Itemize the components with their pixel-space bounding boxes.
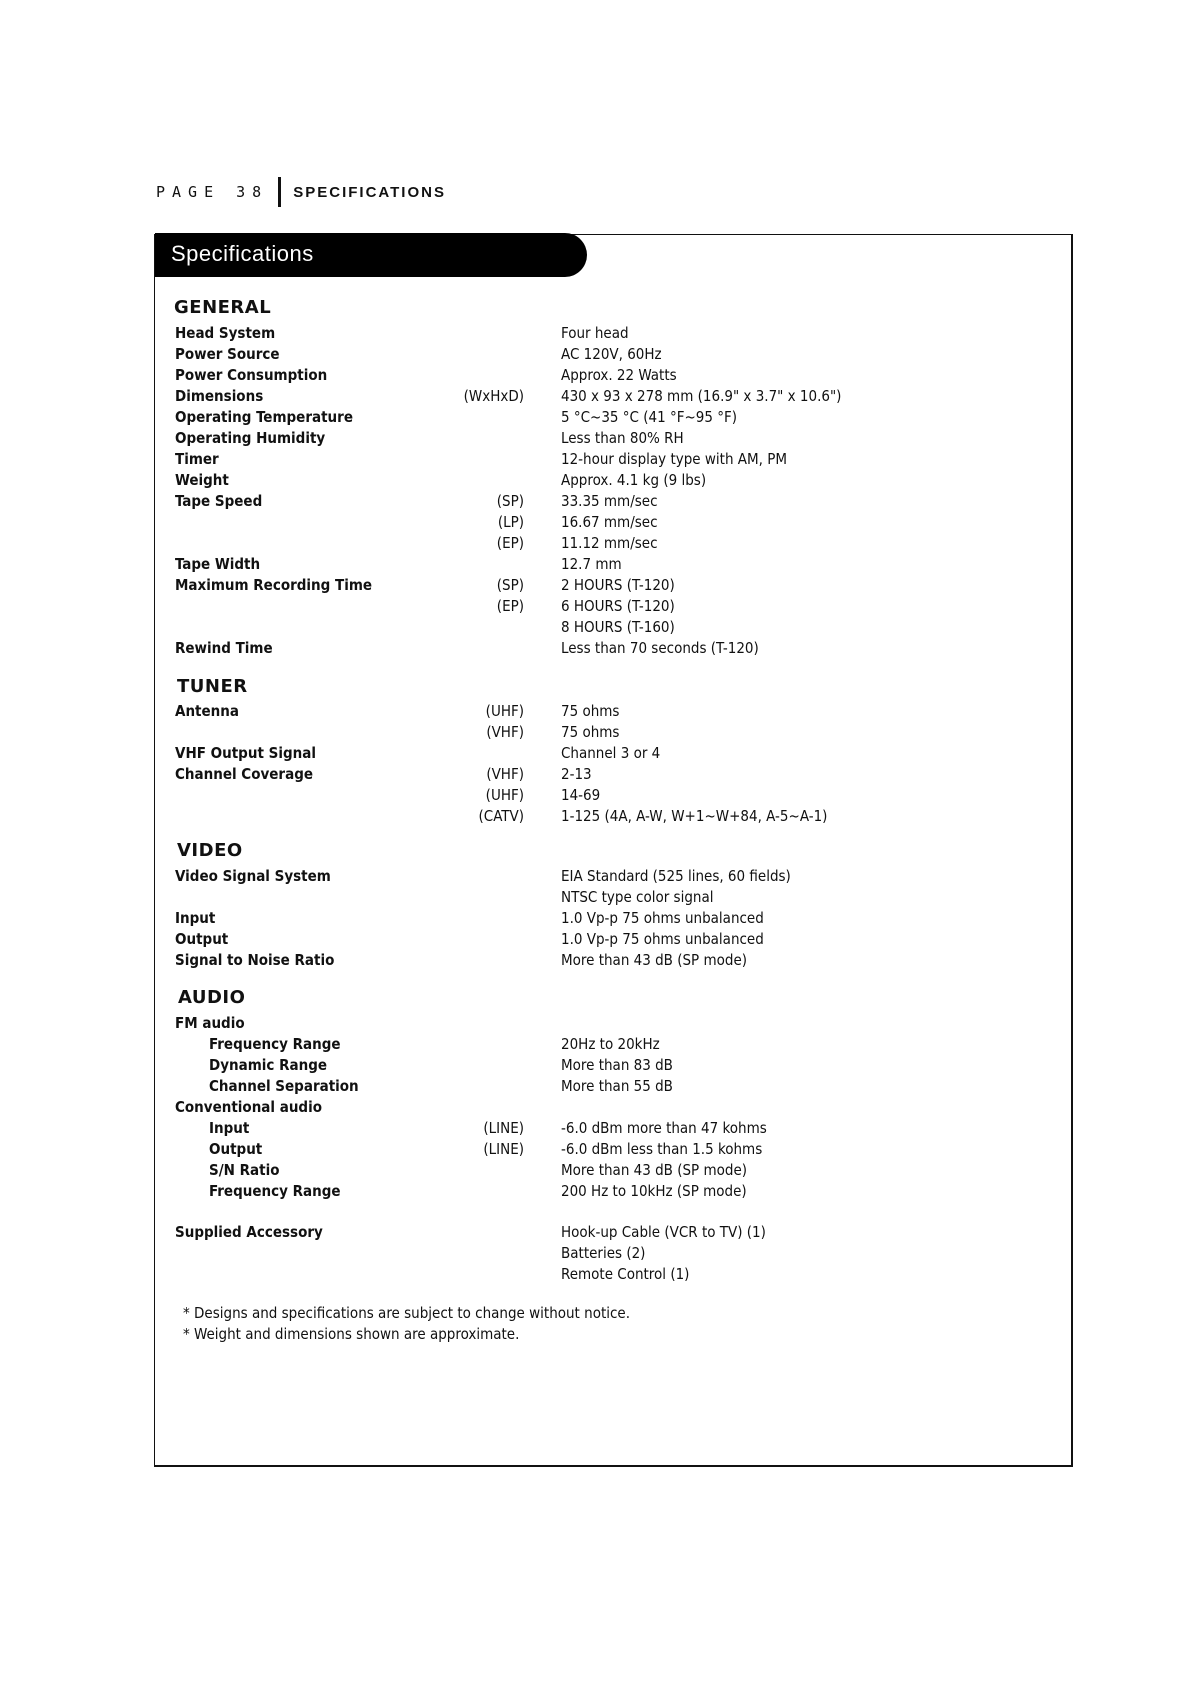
spec-label: Antenna (175, 702, 239, 720)
spec-row (0, 407, 1204, 428)
spec-row (0, 743, 1204, 764)
spec-qualifier: (CATV) (478, 807, 524, 825)
spec-label: S/N Ratio (209, 1161, 280, 1179)
spec-value: 430 x 93 x 278 mm (16.9" x 3.7" x 10.6") (561, 387, 842, 405)
spec-value: 6 HOURS (T-120) (561, 597, 675, 615)
spec-value: 14-69 (561, 786, 601, 804)
spec-value: More than 43 dB (SP mode) (561, 951, 748, 969)
spec-value: 5 °C~35 °C (41 °F~95 °F) (561, 408, 738, 426)
spec-row (0, 887, 1204, 908)
spec-row (0, 638, 1204, 659)
spec-value: 20Hz to 20kHz (561, 1035, 660, 1053)
spec-row (0, 575, 1204, 596)
spec-label: Input (175, 909, 216, 927)
spec-row (0, 365, 1204, 386)
spec-qualifier: (SP) (496, 492, 524, 510)
spec-row (0, 929, 1204, 950)
spec-row (0, 806, 1204, 827)
footnote: * Weight and dimensions shown are approximate. (183, 1325, 520, 1343)
spec-value: 75 ohms (561, 702, 620, 720)
spec-label: Frequency Range (209, 1182, 341, 1200)
spec-value: 200 Hz to 10kHz (SP mode) (561, 1182, 747, 1200)
spec-label: Rewind Time (175, 639, 273, 657)
spec-label: FM audio (175, 1014, 245, 1032)
spec-row (0, 950, 1204, 971)
spec-value: 1-125 (4A, A-W, W+1~W+84, A-5~A-1) (561, 807, 828, 825)
spec-value: Four head (561, 324, 629, 342)
spec-label: Conventional audio (175, 1098, 322, 1116)
spec-label: Channel Separation (209, 1077, 359, 1095)
page-title: Specifications (171, 241, 314, 266)
spec-qualifier: (LP) (497, 513, 524, 531)
spec-label: Output (175, 930, 229, 948)
spec-value: 2 HOURS (T-120) (561, 576, 675, 594)
spec-qualifier: (EP) (496, 597, 524, 615)
spec-value: Approx. 22 Watts (561, 366, 677, 384)
spec-label: Operating Temperature (175, 408, 353, 426)
spec-row (0, 1139, 1204, 1160)
spec-row (0, 449, 1204, 470)
spec-row (0, 1076, 1204, 1097)
spec-label: Head System (175, 324, 276, 342)
spec-row (0, 470, 1204, 491)
spec-row (0, 1097, 1204, 1118)
spec-value: Batteries (2) (561, 1244, 646, 1262)
spec-label: Timer (175, 450, 219, 468)
spec-value: 12.7 mm (561, 555, 622, 573)
spec-label: Signal to Noise Ratio (175, 951, 335, 969)
footnote: * Designs and specifications are subject to change without notice. (183, 1304, 630, 1322)
spec-row (0, 1264, 1204, 1285)
spec-qualifier: (UHF) (485, 702, 524, 720)
spec-row (0, 722, 1204, 743)
spec-qualifier: (VHF) (486, 765, 524, 783)
spec-label: Output (209, 1140, 263, 1158)
spec-row (0, 1013, 1204, 1034)
spec-label: Power Source (175, 345, 280, 363)
spec-value: Less than 70 seconds (T-120) (561, 639, 759, 657)
spec-label: Supplied Accessory (175, 1223, 323, 1241)
spec-value: More than 55 dB (561, 1077, 673, 1095)
title-banner (155, 233, 587, 277)
spec-value: Hook-up Cable (VCR to TV) (1) (561, 1223, 766, 1241)
spec-value: Approx. 4.1 kg (9 lbs) (561, 471, 707, 489)
spec-qualifier: (WxHxD) (463, 387, 524, 405)
spec-value: Remote Control (1) (561, 1265, 690, 1283)
spec-value: -6.0 dBm less than 1.5 kohms (561, 1140, 763, 1158)
spec-value: EIA Standard (525 lines, 60 fields) (561, 867, 791, 885)
spec-label: Tape Speed (175, 492, 263, 510)
spec-row (0, 596, 1204, 617)
spec-label: Dynamic Range (209, 1056, 328, 1074)
spec-value: AC 120V, 60Hz (561, 345, 662, 363)
spec-row (0, 428, 1204, 449)
group-heading-general: GENERAL (174, 297, 272, 318)
spec-row (0, 491, 1204, 512)
spec-row (0, 617, 1204, 638)
spec-row (0, 764, 1204, 785)
page-number: PAGE 38 (156, 183, 269, 201)
spec-label: VHF Output Signal (175, 744, 316, 762)
spec-row (0, 1160, 1204, 1181)
spec-label: Input (209, 1119, 250, 1137)
spec-value: 33.35 mm/sec (561, 492, 658, 510)
spec-row (0, 1181, 1204, 1202)
spec-row (0, 323, 1204, 344)
spec-value: More than 83 dB (561, 1056, 673, 1074)
spec-value: 2-13 (561, 765, 592, 783)
spec-qualifier: (VHF) (486, 723, 524, 741)
spec-qualifier: (EP) (496, 534, 524, 552)
spec-label: Video Signal System (175, 867, 331, 885)
spec-label: Tape Width (175, 555, 261, 573)
spec-value: More than 43 dB (SP mode) (561, 1161, 748, 1179)
spec-row (0, 1118, 1204, 1139)
spec-row (0, 908, 1204, 929)
spec-row (0, 533, 1204, 554)
spec-value: Channel 3 or 4 (561, 744, 661, 762)
spec-row (0, 785, 1204, 806)
spec-row (0, 701, 1204, 722)
spec-value: Less than 80% RH (561, 429, 684, 447)
spec-value: -6.0 dBm more than 47 kohms (561, 1119, 767, 1137)
group-heading-audio: AUDIO (178, 987, 246, 1008)
spec-label: Dimensions (175, 387, 264, 405)
spec-qualifier: (SP) (496, 576, 524, 594)
spec-qualifier: (UHF) (485, 786, 524, 804)
spec-row (0, 344, 1204, 365)
spec-value: NTSC type color signal (561, 888, 714, 906)
page-header (156, 178, 446, 206)
spec-qualifier: (LINE) (483, 1119, 524, 1137)
group-heading-video: VIDEO (177, 840, 243, 861)
spec-value: 1.0 Vp-p 75 ohms unbalanced (561, 909, 764, 927)
spec-label: Weight (175, 471, 229, 489)
spec-value: 16.67 mm/sec (561, 513, 658, 531)
spec-label: Channel Coverage (175, 765, 314, 783)
spec-value: 1.0 Vp-p 75 ohms unbalanced (561, 930, 764, 948)
spec-row (0, 1034, 1204, 1055)
spec-value: 8 HOURS (T-160) (561, 618, 675, 636)
spec-label: Maximum Recording Time (175, 576, 373, 594)
spec-row (0, 1055, 1204, 1076)
spec-row (0, 866, 1204, 887)
spec-label: Power Consumption (175, 366, 328, 384)
group-heading-tuner: TUNER (177, 676, 248, 697)
spec-label: Frequency Range (209, 1035, 341, 1053)
spec-row (0, 554, 1204, 575)
spec-value: 12-hour display type with AM, PM (561, 450, 788, 468)
section-name: SPECIFICATIONS (293, 183, 446, 201)
spec-row (0, 386, 1204, 407)
spec-value: 11.12 mm/sec (561, 534, 658, 552)
spec-value: 75 ohms (561, 723, 620, 741)
spec-row (0, 1222, 1204, 1243)
spec-qualifier: (LINE) (483, 1140, 524, 1158)
spec-label: Operating Humidity (175, 429, 326, 447)
header-divider (278, 177, 281, 207)
spec-row (0, 512, 1204, 533)
spec-row (0, 1243, 1204, 1264)
